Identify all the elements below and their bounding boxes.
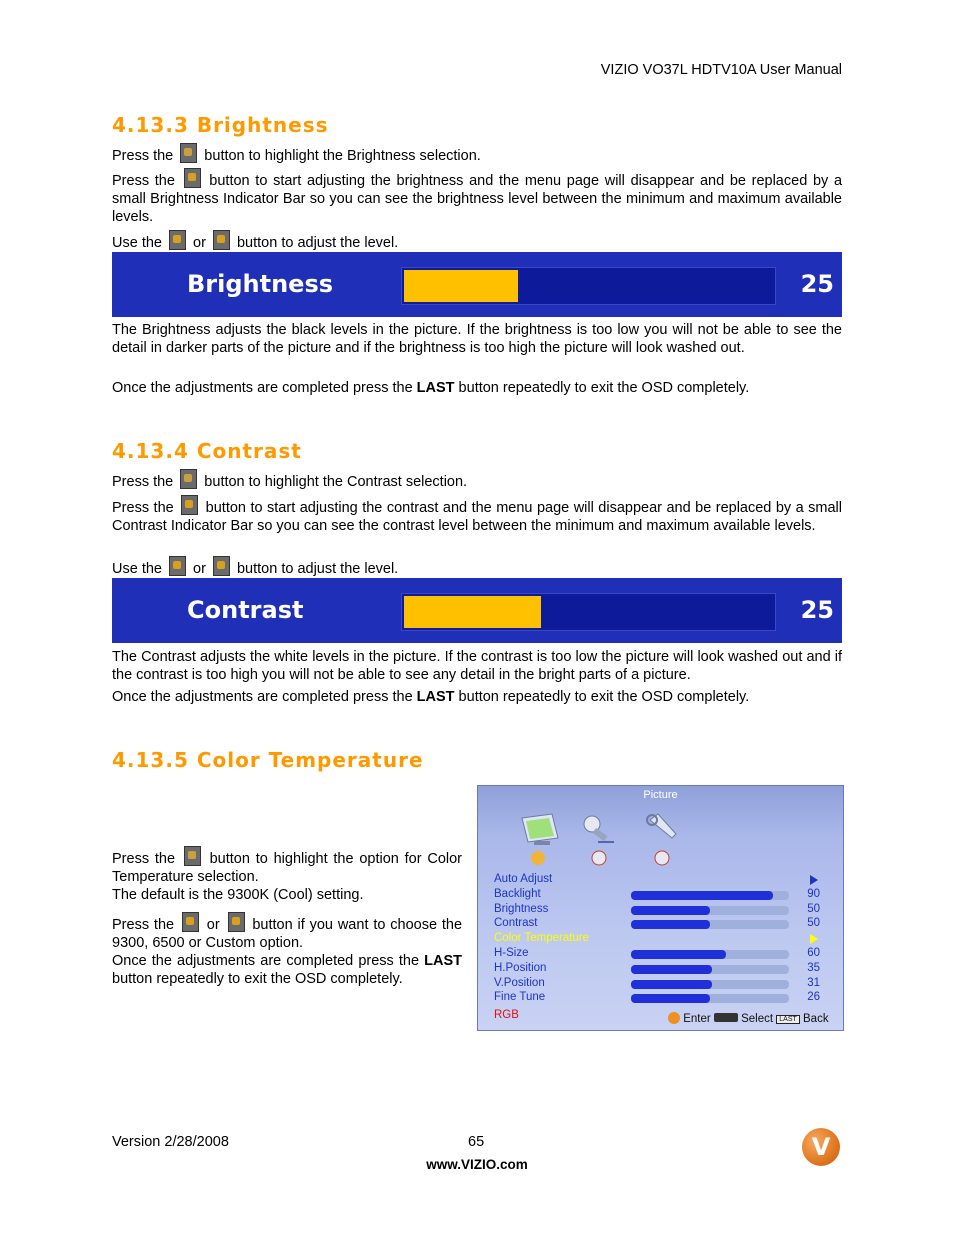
text: Press the: [112, 148, 178, 164]
volume-up-button-icon: [181, 495, 198, 515]
osd-row-slider-fill: [631, 950, 726, 959]
osd-row-label: Brightness: [494, 902, 549, 915]
contrast-para-1: [112, 469, 842, 491]
text: Press the: [112, 917, 179, 933]
text: Use the: [112, 235, 166, 251]
osd-row-slider-fill: [631, 920, 710, 929]
setup-tab-icon: [644, 812, 684, 846]
volume-up-button-icon: [184, 168, 201, 188]
last-key-icon: LAST: [776, 1015, 800, 1024]
brightness-para-2: [112, 168, 842, 226]
brightness-bar-value: 25: [800, 270, 834, 298]
colortemp-para-3: [112, 912, 462, 952]
osd-row[interactable]: [494, 962, 834, 977]
text: button to highlight the Contrast selection.: [200, 474, 468, 490]
logo-letter: V: [811, 1133, 831, 1161]
arrow-right-icon: [810, 875, 818, 885]
volume-up-button-icon: [213, 556, 230, 576]
footer-version: Version 2/28/2008: [112, 1134, 229, 1150]
osd-row[interactable]: [494, 932, 834, 947]
brightness-para-1: [112, 143, 842, 165]
osd-row-slider-fill: [631, 994, 710, 1003]
text: Press the: [112, 173, 181, 189]
osd-row-value: 50: [807, 917, 820, 930]
osd-row[interactable]: [494, 903, 834, 918]
vizio-logo: [802, 1128, 840, 1166]
text: button to highlight the option for Color Temperature selection.: [112, 851, 463, 885]
brightness-bar-label: Brightness: [187, 270, 334, 298]
text: or: [189, 235, 210, 251]
text: or: [201, 917, 225, 933]
osd-row-value: 26: [807, 991, 820, 1004]
osd-row-slider-fill: [631, 891, 773, 900]
brightness-bar-fill: [404, 270, 518, 302]
brightness-heading: 4.13.3 Brightness: [112, 113, 329, 137]
back-hint: Back: [803, 1013, 829, 1025]
select-hint: Select: [741, 1013, 774, 1025]
channel-down-button-icon: [184, 846, 201, 866]
osd-row-slider-track: [631, 950, 789, 959]
contrast-bar-track: [401, 593, 776, 631]
arrow-right-icon: [810, 934, 818, 944]
text: button to start adjusting the contrast and the menu page will disappear and be replaced by a small Contrast Indicator Bar so you can see the contrast level between the minimum and maximum available levels.: [112, 500, 842, 534]
text: button repeatedly to exit the OSD completely.: [112, 971, 403, 987]
text: button repeatedly to exit the OSD completely.: [454, 380, 750, 396]
contrast-para-5: [112, 688, 842, 706]
brightness-para-5: [112, 379, 842, 397]
last-keyword: LAST: [416, 689, 455, 705]
text: Press the: [112, 474, 178, 490]
osd-row-slider-track: [631, 906, 789, 915]
brightness-indicator-bar: [112, 252, 842, 317]
brightness-para-3: [112, 230, 842, 252]
text: Press the: [112, 500, 179, 516]
select-keys-icon: [714, 1013, 738, 1022]
brightness-bar-track: [401, 267, 776, 305]
osd-row-slider-fill: [631, 965, 712, 974]
channel-down-button-icon: [180, 143, 197, 163]
text: Press the: [112, 851, 181, 867]
picture-tab-icon: [518, 812, 562, 846]
volume-down-button-icon: [169, 556, 186, 576]
osd-row-label: Color Temperature: [494, 932, 590, 945]
brightness-para-4: The Brightness adjusts the black levels in the picture. If the brightness is too low you will not be able to see the detail in darker parts of the picture and if the brightness is too high the picture will look washed out.: [112, 322, 842, 356]
text: button to adjust the level.: [232, 561, 399, 577]
text: button to highlight the Brightness selection.: [200, 148, 481, 164]
osd-row-label: Fine Tune: [494, 991, 546, 1004]
osd-row-label: Backlight: [494, 887, 541, 900]
osd-row-label: H-Size: [494, 947, 529, 959]
osd-row-slider-track: [631, 965, 789, 974]
osd-row-value: 31: [807, 976, 820, 989]
last-keyword: LAST: [424, 953, 462, 969]
osd-title: Picture: [643, 789, 678, 801]
osd-row-label: Contrast: [494, 917, 538, 930]
contrast-para-2: [112, 495, 842, 535]
volume-down-button-icon: [169, 230, 186, 250]
colortemp-para-2: The default is the 9300K (Cool) setting.: [112, 887, 364, 903]
text: button if you want to choose the 9300, 6500 or Custom option.: [112, 917, 463, 951]
colortemp-para-4: [112, 952, 462, 988]
osd-row-value: 50: [807, 902, 820, 915]
osd-row-label: Auto Adjust: [494, 873, 553, 885]
enter-hint: Enter: [683, 1013, 711, 1025]
manual-title: VIZIO VO37L HDTV10A User Manual: [600, 62, 842, 78]
contrast-para-4: The Contrast adjusts the white levels in the picture. If the contrast is too low the picture will look washed out and if the contrast is too high you will not be able to see any detail in the bright parts of a picture.: [112, 649, 842, 683]
osd-row-slider-fill: [631, 980, 712, 989]
osd-row-slider-track: [631, 994, 789, 1003]
contrast-heading: 4.13.4 Contrast: [112, 439, 302, 463]
contrast-para-3: [112, 556, 842, 578]
picture-menu-screenshot: [477, 785, 844, 1031]
contrast-indicator-bar: [112, 578, 842, 643]
osd-row-value: 90: [807, 887, 820, 900]
volume-up-button-icon: [213, 230, 230, 250]
text: Use the: [112, 561, 166, 577]
osd-row[interactable]: [494, 873, 834, 888]
osd-row[interactable]: [494, 888, 834, 903]
text: or: [189, 561, 210, 577]
text: Once the adjustments are completed press the: [112, 689, 417, 705]
tab-indicator-icons: [478, 850, 843, 866]
contrast-bar-fill: [404, 596, 541, 628]
colortemp-para-1: [112, 846, 462, 886]
footer-page-number: 65: [468, 1134, 485, 1150]
volume-up-button-icon: [228, 912, 245, 932]
enter-icon: [668, 1012, 680, 1024]
last-keyword: LAST: [416, 380, 455, 396]
text: button to adjust the level.: [232, 235, 399, 251]
osd-row-label: V.Position: [494, 976, 545, 989]
osd-row[interactable]: [494, 991, 834, 1006]
text: Once the adjustments are completed press the: [112, 953, 425, 969]
contrast-bar-label: Contrast: [187, 596, 304, 624]
osd-row-slider-fill: [631, 906, 710, 915]
text: button to start adjusting the brightness and the menu page will disappear and be replaced by a small Brightness Indicator Bar so you can see the brightness level between the minimum and maximum available levels.: [112, 173, 843, 225]
text: Once the adjustments are completed press the: [112, 380, 417, 396]
contrast-bar-value: 25: [800, 596, 834, 624]
osd-footer-hints: [668, 1012, 829, 1025]
osd-row[interactable]: [494, 917, 834, 932]
osd-row[interactable]: [494, 947, 834, 962]
text: button repeatedly to exit the OSD completely.: [454, 689, 750, 705]
footer-url: www.VIZIO.com: [426, 1157, 528, 1172]
osd-footer-rgb: RGB: [494, 1009, 519, 1021]
volume-down-button-icon: [182, 912, 199, 932]
channel-down-button-icon: [180, 469, 197, 489]
osd-row-label: H.Position: [494, 961, 547, 974]
osd-row-slider-track: [631, 891, 789, 900]
osd-row-slider-track: [631, 980, 789, 989]
osd-row-slider-track: [631, 920, 789, 929]
color-temperature-heading: 4.13.5 Color Temperature: [112, 748, 424, 772]
audio-tab-icon: [578, 812, 618, 846]
osd-row-value: 35: [807, 961, 820, 974]
osd-row-value: 60: [807, 947, 820, 959]
osd-row[interactable]: [494, 977, 834, 992]
